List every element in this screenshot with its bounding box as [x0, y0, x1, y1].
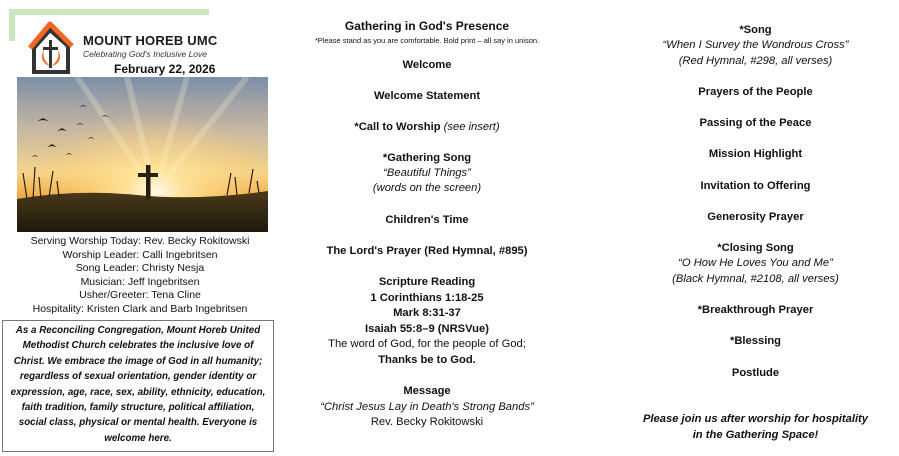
hospitality-location: in the Gathering Space!: [692, 429, 819, 441]
service-date: February 22, 2026: [114, 62, 216, 76]
hero-image: [17, 77, 268, 232]
blessing-item: *Blessing: [730, 335, 781, 347]
welcome-item: Welcome: [402, 59, 452, 71]
prayers-item: Prayers of the People: [698, 86, 813, 98]
scripture-reference: 1 Corinthians 1:18-25: [370, 292, 484, 304]
offering-item: Invitation to Offering: [700, 180, 811, 192]
mission-highlight-item: Mission Highlight: [708, 148, 803, 160]
staff-line: Worship Leader: Calli Ingebritsen: [62, 248, 218, 261]
call-to-worship-label: *Call to Worship: [354, 121, 441, 133]
gathering-song-note: (words on the screen): [372, 182, 482, 194]
church-name: MOUNT HOREB UMC: [83, 33, 218, 48]
staff-line: Musician: Jeff Ingebritsen: [80, 275, 200, 288]
staff-line: Serving Worship Today: Rev. Becky Rokitowski: [30, 235, 250, 247]
hospitality-invite: Please join us after worship for hospitality: [642, 413, 869, 425]
message-title: “Christ Jesus Lay in Death's Strong Bands”: [320, 401, 534, 413]
church-logo-icon: [28, 20, 76, 78]
scripture-reference: Mark 8:31-37: [393, 307, 461, 319]
postlude-item: Postlude: [731, 367, 780, 379]
staff-line: Hospitality: Kristen Clark and Barb Ingebritsen: [32, 302, 248, 315]
song-item: *Song: [739, 24, 772, 36]
call-to-worship-item: [287, 120, 567, 136]
childrens-time-item: Children's Time: [385, 214, 469, 226]
worship-staff-list: [2, 235, 278, 317]
church-tagline: Celebrating God's Inclusive Love: [83, 49, 207, 59]
song-title: “When I Survey the Wondrous Cross”: [662, 39, 849, 51]
closing-song-item: *Closing Song: [717, 242, 794, 254]
closing-song-note: (Black Hymnal, #2108, all verses): [672, 273, 839, 285]
song-note: (Red Hymnal, #298, all verses): [678, 55, 833, 67]
gathering-song-item: *Gathering Song: [382, 152, 472, 164]
generosity-prayer-item: Generosity Prayer: [707, 211, 804, 223]
message-speaker: Rev. Becky Rokitowski: [370, 416, 484, 428]
staff-line: Usher/Greeter: Tena Cline: [79, 289, 201, 302]
scripture-response-people: Thanks be to God.: [378, 354, 476, 366]
breakthrough-prayer-item: *Breakthrough Prayer: [697, 304, 814, 316]
section-heading: Gathering in God's Presence: [344, 19, 510, 33]
scripture-heading: Scripture Reading: [378, 276, 476, 288]
passing-peace-item: Passing of the Peace: [699, 117, 812, 129]
bulletin-cover: [0, 0, 282, 456]
gathering-song-title: “Beautiful Things”: [383, 167, 471, 179]
reconciling-statement: As a Reconciling Congregation, Mount Horeb United Methodist Church celebrates the inclusive love of Christ. We embrace the image of God in all humanity; regardless of sexual orientation, gender identity or expression, age, race, sex, ability, ethnicity, education, faith tradition, family structure, political affiliation, social class, physical or mental health. Everyone is welcome here.: [2, 320, 274, 452]
scripture-reference: Isaiah 55:8–9 (NRSVue): [365, 323, 489, 335]
welcome-statement-item: Welcome Statement: [373, 90, 481, 102]
instruction-note: *Please stand as you are comfortable. Bold print – all say in unison.: [314, 36, 540, 45]
lords-prayer-item: The Lord's Prayer (Red Hymnal, #895): [326, 245, 528, 257]
call-to-worship-note: (see insert): [443, 121, 500, 133]
scripture-response-leader: The word of God, for the people of God;: [328, 338, 526, 350]
closing-song-title: “O How He Loves You and Me”: [678, 257, 833, 269]
message-heading: Message: [403, 385, 451, 397]
staff-line: Song Leader: Christy Nesja: [75, 262, 205, 275]
